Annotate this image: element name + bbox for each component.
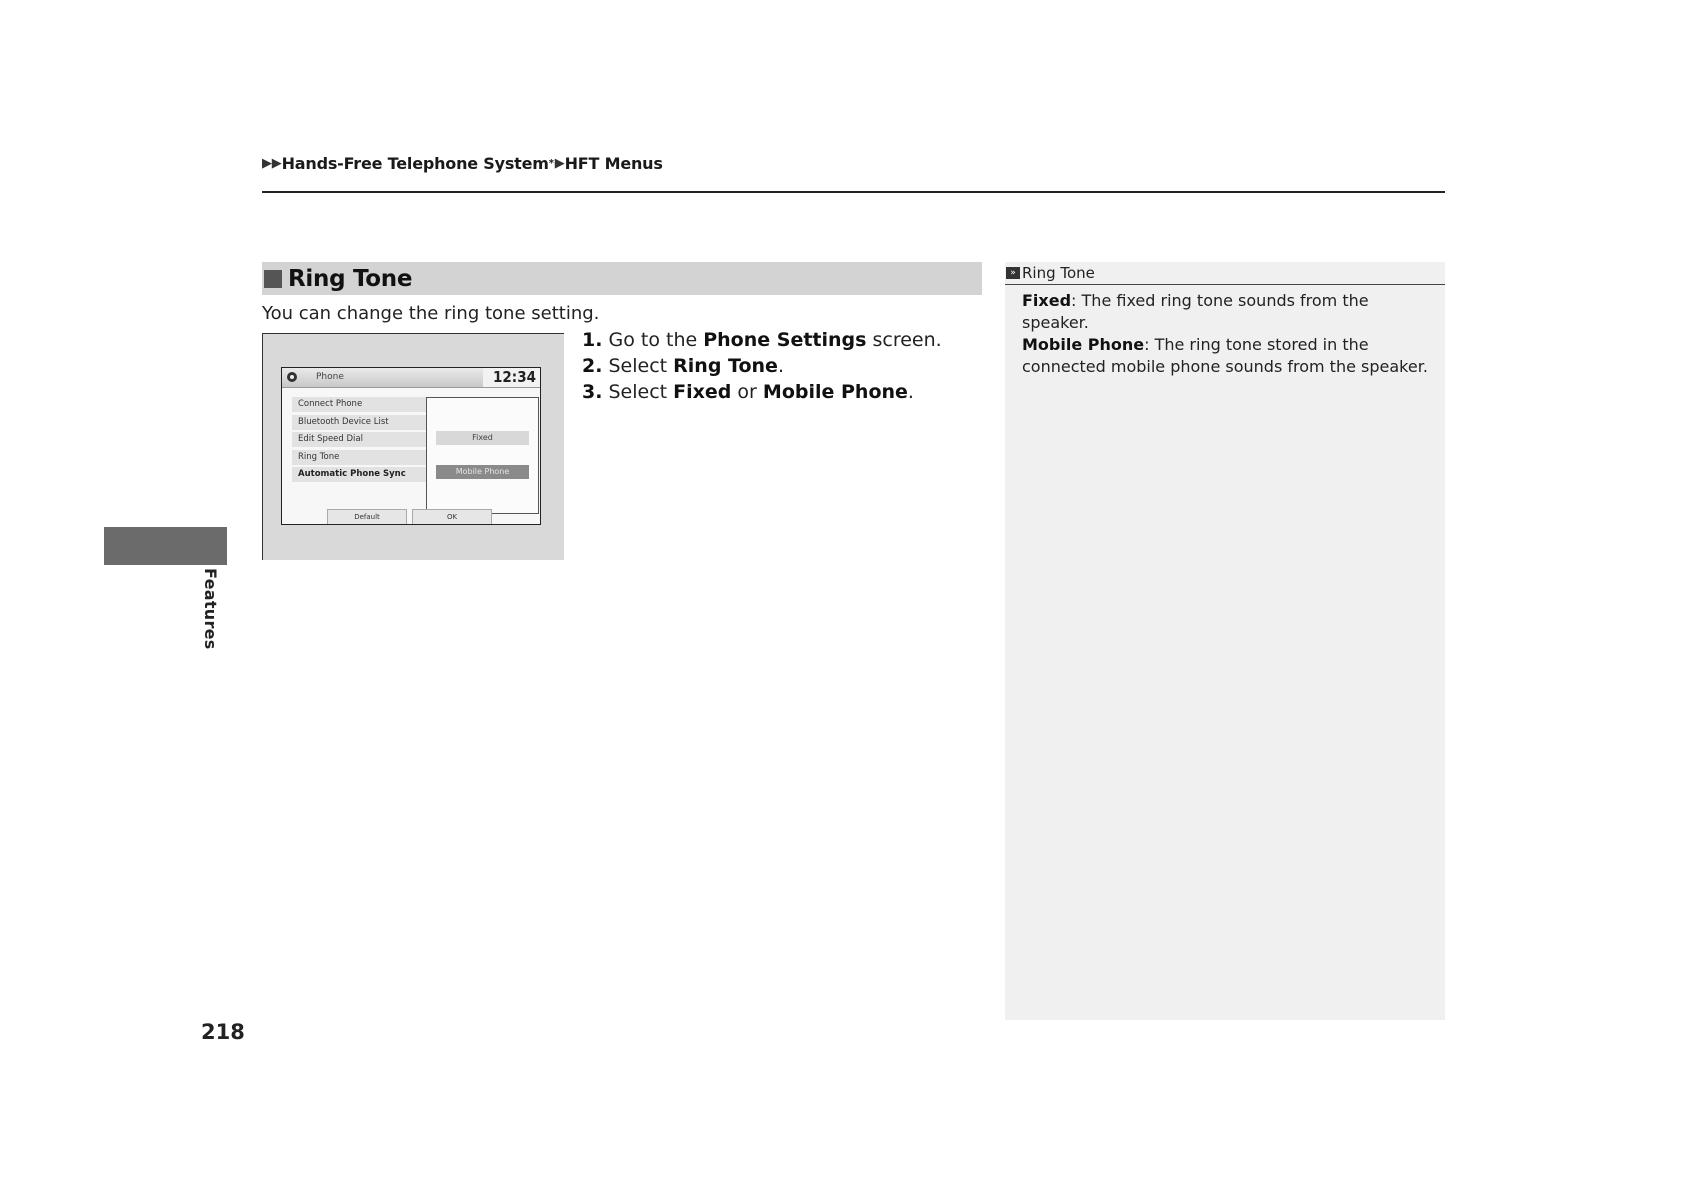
header-rule — [262, 191, 1445, 193]
settings-gear-icon — [287, 372, 297, 382]
step-number: 2. — [582, 355, 603, 377]
step-3 — [582, 379, 942, 405]
step-emphasis: Phone Settings — [703, 329, 867, 351]
option-mobile-phone: Mobile Phone — [436, 465, 529, 479]
chapter-label-text: Features — [201, 568, 220, 650]
step-text: or — [731, 381, 763, 403]
step-text: Select — [608, 381, 674, 403]
step-number: 1. — [582, 329, 603, 351]
breadcrumb-system: Hands-Free Telephone System — [281, 154, 549, 173]
breadcrumb-menu: HFT Menus — [564, 154, 663, 173]
step-text: . — [777, 355, 784, 377]
section-title: Ring Tone — [288, 265, 413, 292]
menu-item-edit-speed-dial: Edit Speed Dial — [292, 432, 434, 447]
note-title: Ring Tone — [1022, 264, 1095, 282]
screen-menu-list — [292, 397, 434, 485]
note-text: : The ring tone stored in the connected mobile phone sounds from the speaker. — [1022, 335, 1428, 376]
step-text: . — [907, 381, 914, 403]
section-heading — [262, 262, 982, 295]
note-term: Mobile Phone — [1022, 335, 1145, 354]
screen-titlebar — [282, 368, 540, 388]
chapter-label — [192, 568, 232, 658]
note-term: Fixed — [1022, 291, 1072, 310]
chapter-tab — [104, 527, 227, 565]
menu-item-ring-tone: Ring Tone — [292, 450, 434, 465]
ring-tone-popup — [426, 397, 539, 514]
screen-title: Phone — [316, 372, 344, 382]
side-note-panel — [1005, 262, 1445, 1020]
screen-default-button: Default — [327, 509, 407, 525]
option-fixed: Fixed — [436, 431, 529, 445]
reference-arrow-icon: » — [1006, 267, 1020, 279]
note-header — [1005, 262, 1445, 285]
procedure-steps — [582, 327, 942, 405]
step-1 — [582, 327, 942, 353]
page-number: 218 — [201, 1020, 245, 1044]
phone-settings-screenshot — [262, 333, 564, 560]
arrow-icon: ▶ — [554, 156, 565, 171]
note-item-mobile-phone — [1022, 334, 1429, 378]
note-item-fixed — [1022, 290, 1429, 334]
step-text: Go to the — [608, 329, 704, 351]
note-body — [1005, 285, 1445, 378]
step-emphasis: Mobile Phone — [762, 381, 908, 403]
screen-clock: 12:34 — [483, 368, 540, 387]
step-2 — [582, 353, 942, 379]
step-number: 3. — [582, 381, 603, 403]
step-emphasis: Ring Tone — [673, 355, 778, 377]
breadcrumb — [262, 154, 663, 173]
screen-ok-button: OK — [412, 509, 492, 525]
menu-item-bluetooth-device-list: Bluetooth Device List — [292, 415, 434, 430]
section-intro: You can change the ring tone setting. — [262, 303, 600, 324]
screen-display — [281, 367, 541, 525]
note-text: : The fixed ring tone sounds from the speaker. — [1022, 291, 1369, 332]
breadcrumb-asterisk: * — [548, 158, 554, 169]
menu-item-connect-phone: Connect Phone — [292, 397, 434, 412]
step-emphasis: Fixed — [673, 381, 732, 403]
double-arrow-icon: ▶▶ — [262, 156, 282, 171]
step-text: Select — [608, 355, 674, 377]
menu-item-automatic-phone-sync: Automatic Phone Sync — [292, 467, 434, 482]
square-bullet-icon — [264, 270, 282, 288]
step-text: screen. — [866, 329, 942, 351]
